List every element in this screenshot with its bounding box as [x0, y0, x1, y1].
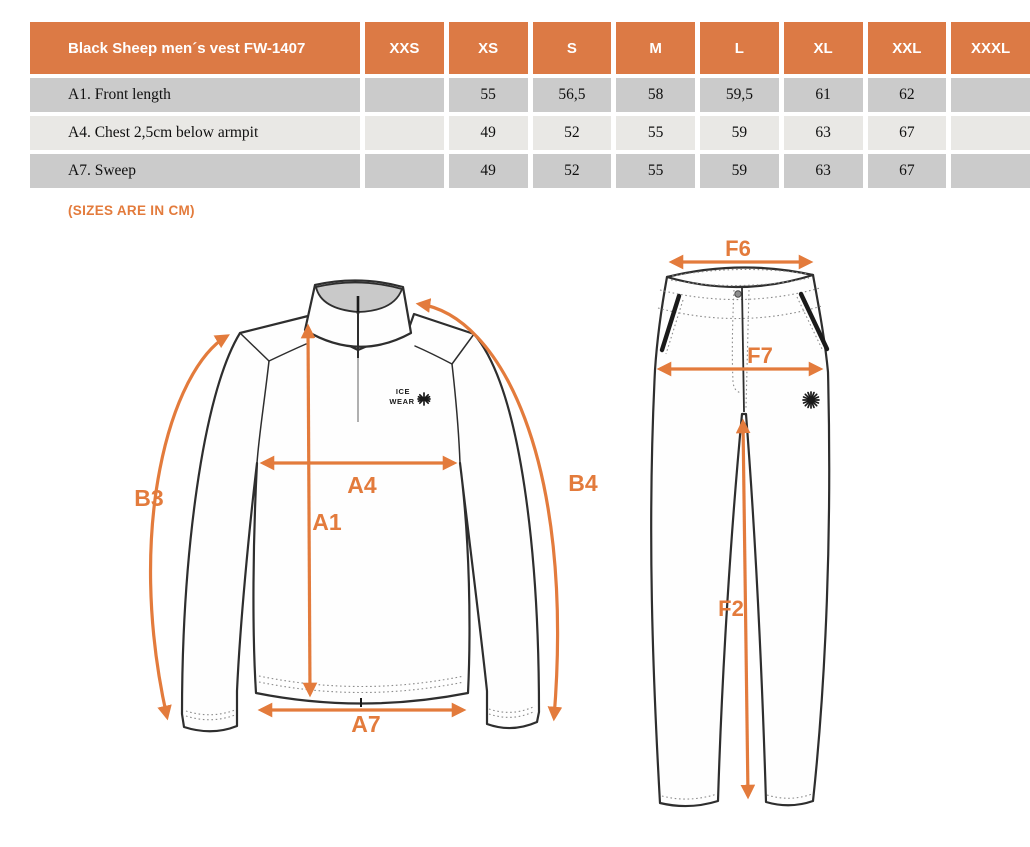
snowflake-icon	[418, 393, 430, 405]
label-a1: A1	[312, 509, 342, 535]
label-f2: F2	[718, 596, 744, 621]
table-cell: 59	[700, 154, 779, 188]
table-cell: 55	[616, 154, 695, 188]
arrow-a1	[308, 327, 310, 694]
halfzip-top-sketch	[134, 280, 598, 737]
table-cell: 61	[784, 78, 863, 112]
label-f7: F7	[747, 343, 773, 368]
table-cell	[951, 154, 1030, 188]
table-cell	[951, 116, 1030, 150]
table-cell: 59,5	[700, 78, 779, 112]
table-cell: 52	[533, 154, 612, 188]
measurement-diagrams	[130, 230, 890, 847]
table-cell	[951, 78, 1030, 112]
col-header-m: M	[616, 22, 695, 74]
label-f6: F6	[725, 236, 751, 261]
table-title: Black Sheep men´s vest FW-1407	[30, 22, 360, 74]
table-cell: 58	[616, 78, 695, 112]
pants-sketch	[651, 236, 829, 806]
table-cell: 55	[616, 116, 695, 150]
row-label-chest: A4. Chest 2,5cm below armpit	[30, 116, 360, 150]
table-cell: 55	[449, 78, 528, 112]
col-header-xs: XS	[449, 22, 528, 74]
snowflake-icon	[803, 392, 819, 408]
table-cell	[365, 154, 444, 188]
sizes-in-cm-note: (SIZES ARE IN CM)	[68, 203, 195, 218]
table-cell: 59	[700, 116, 779, 150]
label-b3: B3	[134, 485, 164, 511]
table-cell: 49	[449, 154, 528, 188]
col-header-l: L	[700, 22, 779, 74]
table-cell: 67	[868, 154, 947, 188]
col-header-xxs: XXS	[365, 22, 444, 74]
logo-line2: WEAR	[389, 397, 415, 406]
row-label-front-length: A1. Front length	[30, 78, 360, 112]
col-header-xl: XL	[784, 22, 863, 74]
label-a4: A4	[347, 472, 377, 498]
table-cell: 56,5	[533, 78, 612, 112]
row-label-sweep: A7. Sweep	[30, 154, 360, 188]
table-cell	[365, 116, 444, 150]
table-cell: 63	[784, 154, 863, 188]
col-header-s: S	[533, 22, 612, 74]
col-header-xxxl: XXXL	[951, 22, 1030, 74]
size-table	[30, 22, 1030, 188]
col-header-xxl: XXL	[868, 22, 947, 74]
waist-button	[735, 291, 741, 297]
label-b4: B4	[568, 470, 598, 496]
table-cell: 49	[449, 116, 528, 150]
table-cell	[365, 78, 444, 112]
table-cell: 63	[784, 116, 863, 150]
logo-line1: ICE	[395, 387, 411, 396]
table-cell: 62	[868, 78, 947, 112]
label-a7: A7	[351, 711, 381, 737]
table-cell: 67	[868, 116, 947, 150]
table-cell: 52	[533, 116, 612, 150]
